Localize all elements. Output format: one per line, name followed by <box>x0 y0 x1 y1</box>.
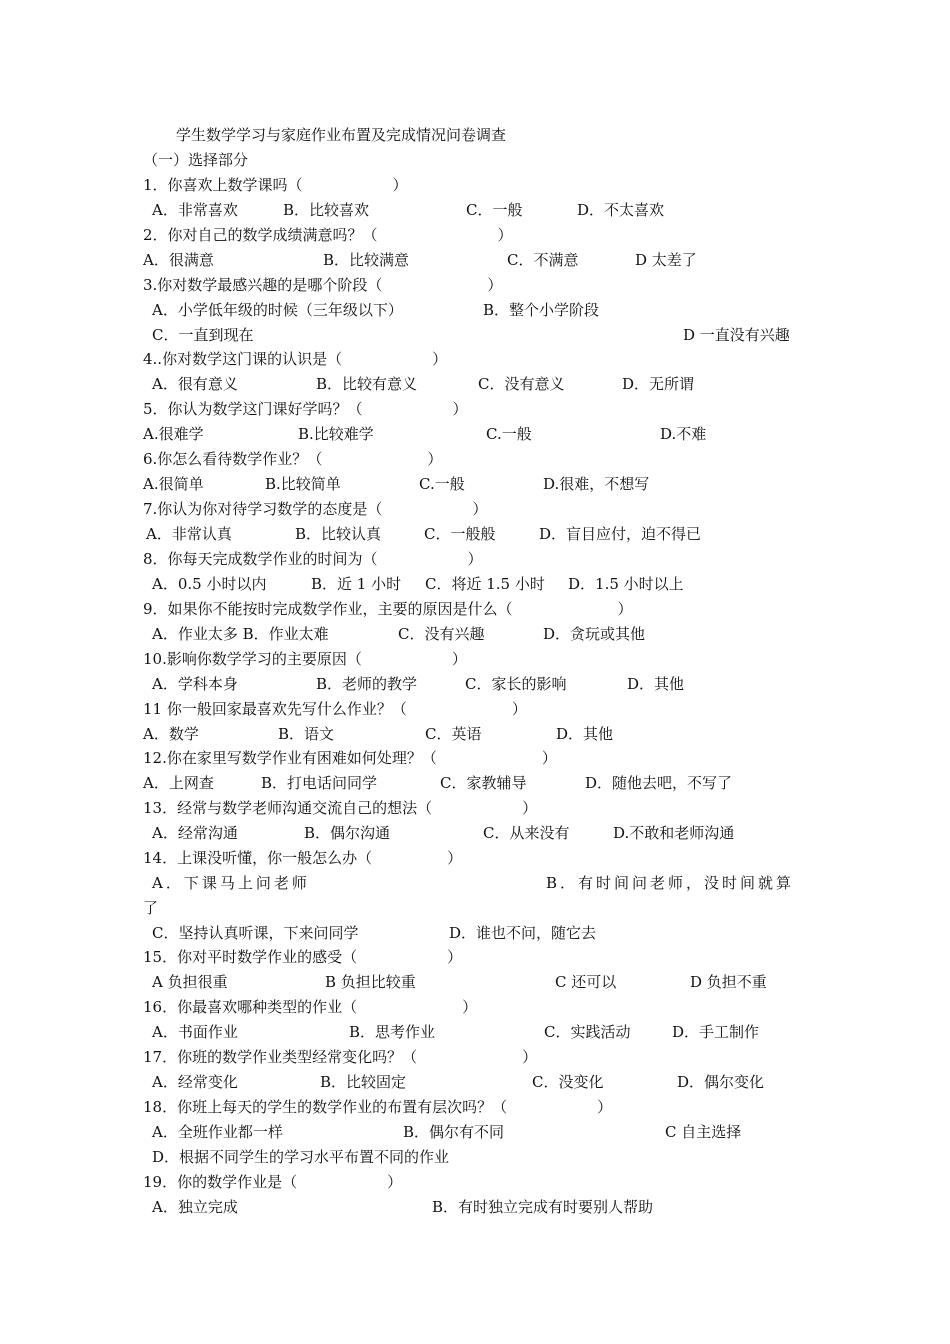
option-b: B．比较满意 <box>323 251 410 269</box>
question-text: 15．你对平时数学作业的感受（ ） <box>143 948 463 966</box>
option-b: B．语文 <box>278 725 335 743</box>
option-a: A．数学 <box>143 725 199 743</box>
question-text: 17．你班的数学作业类型经常变化吗？（ ） <box>143 1048 538 1066</box>
option-a: A．很满意 <box>143 251 214 269</box>
option-b-wrap: 了 <box>143 899 159 917</box>
option-c: C 自主选择 <box>665 1123 742 1141</box>
option-a: A．全班作业都一样 <box>152 1123 283 1141</box>
option-b: B．比较认真 <box>295 525 382 543</box>
option-c: C．不满意 <box>507 251 579 269</box>
option-a: A．经常变化 <box>152 1073 238 1091</box>
option-c: C．将近 1.5 小时 <box>425 575 545 593</box>
option-a: A．经常沟通 <box>152 824 238 842</box>
option-d: D.不敢和老师沟通 <box>613 824 735 842</box>
document-title: 学生数学学习与家庭作业布置及完成情况问卷调查 <box>176 126 507 144</box>
option-a: A．独立完成 <box>152 1198 238 1216</box>
option-d: D．手工制作 <box>672 1023 760 1041</box>
question-text: 10.影响你数学学习的主要原因（ ） <box>143 650 467 668</box>
question-text: 5．你认为数学这门课好学吗？（ ） <box>143 400 468 418</box>
option-d: D．谁也不问，随它去 <box>449 924 597 942</box>
question-text: 14．上课没听懂，你一般怎么办（ ） <box>143 849 463 867</box>
question-text: 6.你怎么看待数学作业？（ ） <box>143 450 443 468</box>
option-c: C．家教辅导 <box>440 774 527 792</box>
option-b: B．整个小学阶段 <box>483 301 600 319</box>
option-a: A．学科本身 <box>152 675 238 693</box>
question-text: 12.你在家里写数学作业有困难如何处理？（ ） <box>143 749 557 767</box>
question-text: 9．如果你不能按时完成数学作业，主要的原因是什么（ ） <box>143 600 633 618</box>
option-b: B．比较喜欢 <box>283 201 370 219</box>
option-d: D 一直没有兴趣 <box>683 326 790 344</box>
question-text: 2．你对自己的数学成绩满意吗？（ ） <box>143 226 513 244</box>
question-text: 19．你的数学作业是（ ） <box>143 1173 403 1191</box>
option-a: A.很难学 <box>143 425 204 443</box>
option-a: A 负担很重 <box>152 973 228 991</box>
option-a: A．小学低年级的时候（三年级以下） <box>152 301 403 319</box>
question-text: 18．你班上每天的学生的数学作业的布置有层次吗？（ ） <box>143 1098 613 1116</box>
option-d: D．1.5 小时以上 <box>568 575 684 593</box>
option-a: A.很简单 <box>143 475 204 493</box>
option-c: C．坚持认真听课，下来问同学 <box>152 924 359 942</box>
option-b: B．近 1 小时 <box>311 575 402 593</box>
option-c: C．没变化 <box>532 1073 604 1091</box>
option-b: B．偶尔有不同 <box>403 1123 505 1141</box>
option-c: C.一般 <box>486 425 532 443</box>
option-d: D．不太喜欢 <box>577 201 665 219</box>
option-d: D．无所谓 <box>622 375 695 393</box>
option-b: B.比较简单 <box>265 475 341 493</box>
option-b: B．思考作业 <box>349 1023 436 1041</box>
option-d: D．盲目应付，迫不得已 <box>539 525 702 543</box>
option-c: C．没有意义 <box>478 375 565 393</box>
question-text: 13．经常与数学老师沟通交流自己的想法（ ） <box>143 799 538 817</box>
option-d: D．偶尔变化 <box>677 1073 765 1091</box>
option-d: D．其他 <box>627 675 685 693</box>
option-a: A．书面作业 <box>152 1023 238 1041</box>
section-heading: （一）选择部分 <box>143 151 249 169</box>
option-a: A．很有意义 <box>152 375 238 393</box>
option-b: B．比较固定 <box>320 1073 407 1091</box>
option-d: D 负担不重 <box>690 973 767 991</box>
option-b: B．老师的教学 <box>316 675 418 693</box>
option-b: B．偶尔沟通 <box>304 824 391 842</box>
question-text: 4..你对数学这门课的认识是（ ） <box>143 350 448 368</box>
option-d: D.很难，不想写 <box>543 475 650 493</box>
question-text: 7.你认为你对待学习数学的态度是（ ） <box>143 500 488 518</box>
option-a: A．非常喜欢 <box>152 201 238 219</box>
option-b: B．打电话问同学 <box>261 774 378 792</box>
question-text: 8．你每天完成数学作业的时间为（ ） <box>143 550 483 568</box>
option-a-b: A．作业太多 B．作业太难 <box>152 625 329 643</box>
option-c: C.一般 <box>419 475 465 493</box>
option-a: A．非常认真 <box>146 525 232 543</box>
option-b: B.比较难学 <box>298 425 374 443</box>
option-d: D．随他去吧，不写了 <box>585 774 733 792</box>
option-d: D．其他 <box>556 725 614 743</box>
option-c: C．一直到现在 <box>152 326 254 344</box>
option-c: C．从来没有 <box>483 824 570 842</box>
option-b: B．有时独立完成有时要别人帮助 <box>432 1198 654 1216</box>
option-b: B．有时间问老师，没时间就算 <box>546 874 795 892</box>
question-text: 16．你最喜欢哪种类型的作业（ ） <box>143 998 478 1016</box>
option-b: B．比较有意义 <box>316 375 418 393</box>
option-c: C．英语 <box>425 725 482 743</box>
question-text: 1．你喜欢上数学课吗（ ） <box>143 176 408 194</box>
option-c: C．实践活动 <box>544 1023 631 1041</box>
option-d: D．贪玩或其他 <box>543 625 646 643</box>
option-d: D.不难 <box>660 425 707 443</box>
option-c: C．一般般 <box>424 525 496 543</box>
question-text: 11 你一般回家最喜欢先写什么作业？（ ） <box>143 700 527 718</box>
option-a: A．0.5 小时以内 <box>152 575 267 593</box>
option-c: C．一般 <box>466 201 523 219</box>
option-a: A．下课马上问老师 <box>152 874 310 892</box>
option-d: D．根据不同学生的学习水平布置不同的作业 <box>152 1148 450 1166</box>
option-c: C．没有兴趣 <box>398 625 485 643</box>
option-b: B 负担比较重 <box>325 973 416 991</box>
option-a: A．上网查 <box>143 774 214 792</box>
option-c: C 还可以 <box>555 973 617 991</box>
option-c: C．家长的影响 <box>465 675 567 693</box>
question-text: 3.你对数学最感兴趣的是哪个阶段（ ） <box>143 276 503 294</box>
option-d: D 太差了 <box>635 251 697 269</box>
